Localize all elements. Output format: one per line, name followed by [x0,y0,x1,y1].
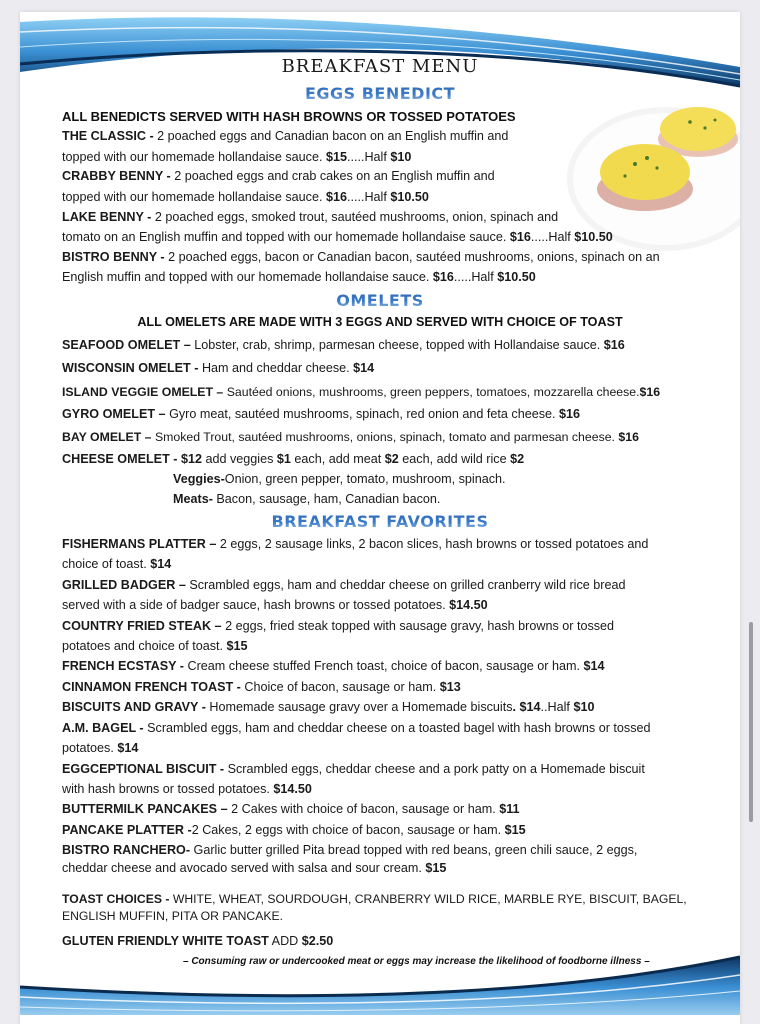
cheese-omelet-meats: Meats- Bacon, sausage, ham, Canadian bacon. [173,492,441,506]
food-safety-disclaimer: – Consuming raw or undercooked meat or eggs may increase the likelihood of foodborne illness – [183,956,650,967]
menu-item-bistro-benny-cont: English muffin and topped with our homemade hollandaise sauce. $16.....Half $10.50 [62,270,536,284]
benedict-subheading: ALL BENEDICTS SERVED WITH HASH BROWNS OR TOSSED POTATOES [62,109,516,124]
section-heading-eggs-benedict: EGGS BENEDICT [20,84,740,103]
menu-item-island-veggie-omelet: ISLAND VEGGIE OMELET – Sautéed onions, mushrooms, green peppers, tomatoes, mozzarella cheese.$16 [62,385,661,399]
menu-item-buttermilk-pancakes: BUTTERMILK PANCAKES – 2 Cakes with choice of bacon, sausage or ham. $11 [62,802,520,816]
omelets-subheading: ALL OMELETS ARE MADE WITH 3 EGGS AND SERVED WITH CHOICE OF TOAST [137,315,623,329]
menu-item-cinnamon-french-toast: CINNAMON FRENCH TOAST - Choice of bacon, sausage or ham. $13 [62,680,461,694]
menu-item-french-ecstasy: FRENCH ECSTASY - Cream cheese stuffed French toast, choice of bacon, sausage or ham. $14 [62,659,605,673]
menu-item-fishermans-platter: FISHERMANS PLATTER – 2 eggs, 2 sausage links, 2 bacon slices, hash browns or tossed potatoes and [62,537,649,551]
menu-page [20,12,740,1024]
menu-title: BREAKFAST MENU [281,56,479,77]
menu-item-the-classic-cont: topped with our homemade hollandaise sauce. $15.....Half $10 [62,150,412,164]
menu-item-wisconsin-omelet: WISCONSIN OMELET - Ham and cheddar cheese. $14 [62,361,375,375]
section-heading-breakfast-favorites: BREAKFAST FAVORITES [20,512,740,531]
section-heading-omelets: OMELETS [20,291,740,310]
menu-item-country-fried-steak-cont: potatoes and choice of toast. $15 [62,639,248,653]
menu-item-biscuits-and-gravy: BISCUITS AND GRAVY - Homemade sausage gravy over a Homemade biscuits. $14..Half $10 [62,700,595,714]
menu-item-grilled-badger: GRILLED BADGER – Scrambled eggs, ham and cheddar cheese on grilled cranberry wild rice bread [62,578,626,592]
scrollbar-thumb[interactable] [749,622,753,822]
menu-item-bistro-benny: BISTRO BENNY - 2 poached eggs, bacon or Canadian bacon, sautéed mushrooms, onions, spinach on an [62,250,660,264]
decorative-wave-bottom [20,947,740,1024]
menu-item-country-fried-steak: COUNTRY FRIED STEAK – 2 eggs, fried steak topped with sausage gravy, hash browns or tossed [62,619,615,633]
menu-item-fishermans-platter-cont: choice of toast. $14 [62,557,172,571]
menu-item-gyro-omelet: GYRO OMELET – Gyro meat, sautéed mushrooms, spinach, red onion and feta cheese. $16 [62,407,581,421]
menu-item-bistro-ranchero: BISTRO RANCHERO- Garlic butter grilled Pita bread topped with red beans, green chili sauce, 2 eggs, [62,843,638,857]
menu-item-pancake-platter: PANCAKE PLATTER -2 Cakes, 2 eggs with choice of bacon, sausage or ham. $15 [62,823,526,837]
menu-item-lake-benny: LAKE BENNY - 2 poached eggs, smoked trout, sautéed mushrooms, onion, spinach and [62,210,559,224]
menu-item-am-bagel-cont: potatoes. $14 [62,741,139,755]
cheese-omelet-veggies: Veggies-Onion, green pepper, tomato, mushroom, spinach. [173,472,506,486]
menu-item-eggceptional-biscuit-cont: with hash browns or tossed potatoes. $14.50 [62,782,312,796]
toast-choices-cont: ENGLISH MUFFIN, PITA OR PANCAKE. [62,909,283,923]
eggs-benedict-photo [565,84,740,254]
menu-item-bistro-ranchero-cont: cheddar cheese and avocado served with salsa and sour cream. $15 [62,861,447,875]
toast-choices: TOAST CHOICES - WHITE, WHEAT, SOURDOUGH, CRANBERRY WILD RICE, MARBLE RYE, BISCUIT, BAGEL, [62,892,687,906]
menu-item-cheese-omelet: CHEESE OMELET - $12 add veggies $1 each, add meat $2 each, add wild rice $2 [62,452,525,466]
menu-item-bay-omelet: BAY OMELET – Smoked Trout, sautéed mushrooms, onions, spinach, tomato and parmesan cheese. $16 [62,430,639,444]
menu-item-seafood-omelet: SEAFOOD OMELET – Lobster, crab, shrimp, parmesan cheese, topped with Hollandaise sauce. $16 [62,338,625,352]
gluten-friendly-toast: GLUTEN FRIENDLY WHITE TOAST ADD $2.50 [62,934,334,948]
menu-item-grilled-badger-cont: served with a side of badger sauce, hash browns or tossed potatoes. $14.50 [62,598,488,612]
menu-item-am-bagel: A.M. BAGEL - Scrambled eggs, ham and cheddar cheese on a toasted bagel with hash browns or tossed [62,721,651,735]
menu-item-lake-benny-cont: tomato on an English muffin and topped with our homemade hollandaise sauce. $16.....Half $10.50 [62,230,613,244]
menu-item-eggceptional-biscuit: EGGCEPTIONAL BISCUIT - Scrambled eggs, cheddar cheese and a pork patty on a Homemade biscuit [62,762,645,776]
menu-item-crabby-benny-cont: topped with our homemade hollandaise sauce. $16.....Half $10.50 [62,190,429,204]
menu-item-the-classic: THE CLASSIC - 2 poached eggs and Canadian bacon on an English muffin and [62,129,509,143]
menu-item-crabby-benny: CRABBY BENNY - 2 poached eggs and crab cakes on an English muffin and [62,169,495,183]
